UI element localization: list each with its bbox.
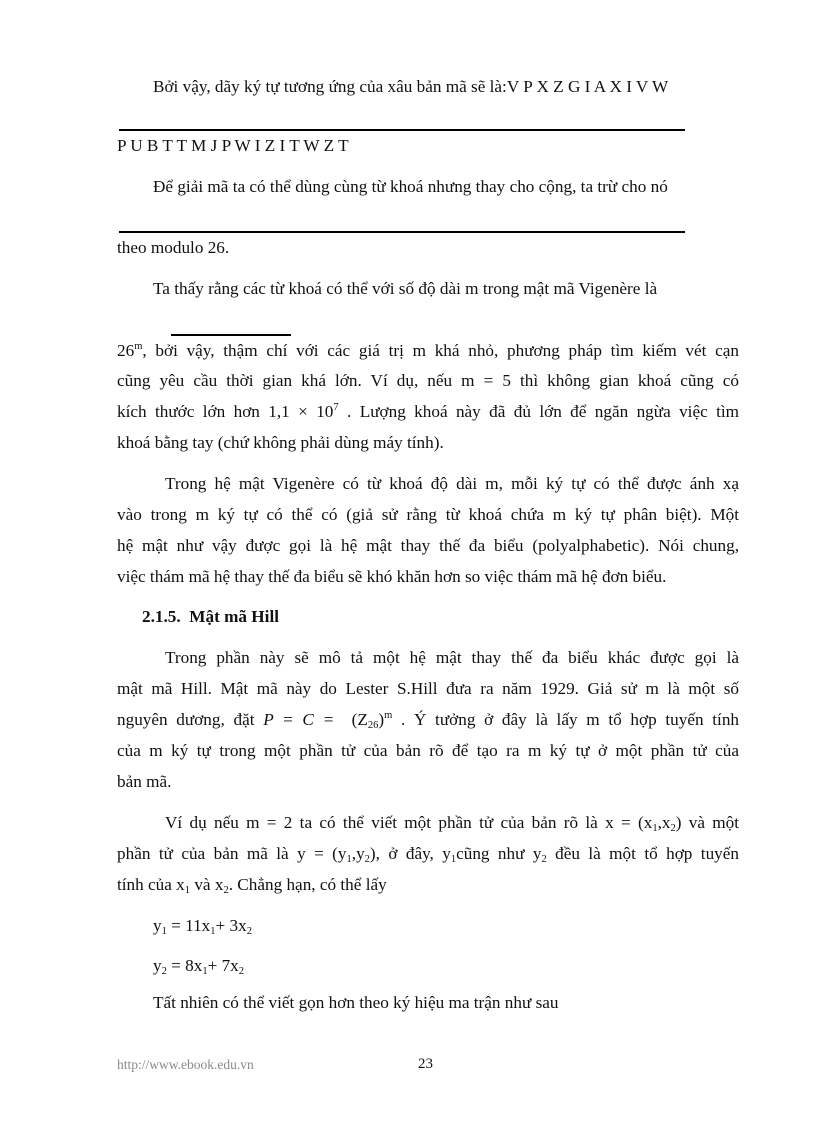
- decryption-line-1: Để giải mã ta có thể dùng cùng từ khoá nhưng thay cho cộng, ta trừ cho nó: [153, 177, 668, 196]
- eq-term: + 7x: [207, 956, 239, 975]
- keyspace-line-5: khoá bằng tay (chứ không phải dùng máy tính).: [117, 433, 444, 452]
- equation-2: [153, 956, 244, 976]
- example-line-2-post: đều là một tổ hợp tuyến: [546, 844, 739, 863]
- subscript: 2: [246, 926, 252, 937]
- example-line-1-mid: ,x: [657, 813, 671, 832]
- subscript: 1: [210, 926, 216, 937]
- eq-term: = 8x: [166, 956, 203, 975]
- horizontal-rule: [119, 129, 685, 131]
- subscript: 26: [367, 720, 379, 731]
- example-line-2-pre: phần tử của bản mã là y = (y: [117, 844, 347, 863]
- math-z: (Z: [351, 710, 368, 729]
- exponent: m: [384, 710, 393, 721]
- keyspace-line-4: [117, 402, 739, 422]
- example-line-3-mid: và x: [190, 875, 224, 894]
- keyspace-line-2-text: , bởi vậy, thậm chí với các giá trị m khá nhỏ, phương pháp tìm kiếm vét cạn: [142, 341, 739, 360]
- hill-line-3-pre: nguyên dương, đặt: [117, 710, 264, 729]
- ciphertext-part-b: P U B T T M J P W I Z I T W Z T: [117, 136, 349, 155]
- subscript: 2: [161, 966, 167, 977]
- subscript: 1: [450, 854, 457, 865]
- math-equation: P = C =: [263, 710, 343, 729]
- cipher-intro-text: Bởi vậy, dãy ký tự tương ứng của xâu bản mã sẽ là:: [153, 77, 507, 96]
- hill-line-1: Trong phần này sẽ mô tả một hệ mật thay thế đa biểu khác được gọi là: [165, 648, 739, 667]
- section-heading: [142, 607, 279, 627]
- section-title: Mật mã Hill: [189, 607, 280, 626]
- example-line-2: [117, 844, 739, 864]
- subscript: 1: [202, 966, 208, 977]
- keyspace-line-4-pre: kích thước lớn hơn 1,1 × 10: [117, 402, 334, 421]
- closing-line: Tất nhiên có thể viết gọn hơn theo ký hiệu ma trận như sau: [153, 993, 559, 1012]
- subscript: 2: [541, 854, 547, 865]
- math-close: ): [378, 710, 385, 729]
- example-line-1-post: ) và một: [675, 813, 740, 832]
- example-line-2-mid2: ), ở đây, y: [369, 844, 451, 863]
- exponent: m: [134, 341, 143, 352]
- subscript: 1: [346, 854, 352, 865]
- eq-term: = 11x: [166, 916, 211, 935]
- keyspace-line-3: cũng yêu cầu thời gian khá lớn. Ví dụ, nếu m = 5 thì không gian khoá cũng có: [117, 371, 739, 390]
- hill-line-4: của m ký tự trong một phần tử của bản rõ để tạo ra m ký tự ở một phần tử của: [117, 741, 739, 760]
- keyspace-line-4-post: . Lượng khoá này đã đủ lớn để ngăn ngừa việc tìm: [338, 402, 740, 421]
- subscript: 2: [670, 823, 676, 834]
- vigenere-line-1: Trong hệ mật Vigenère có từ khoá độ dài m, mỗi ký tự có thể được ánh xạ: [165, 474, 739, 493]
- subscript: 1: [652, 823, 658, 834]
- ciphertext-part-a: V P X Z G I A X I V W: [506, 77, 669, 96]
- example-line-3-post: . Chẳng hạn, có thể lấy: [228, 875, 387, 894]
- vigenere-line-4: việc thám mã hệ thay thế đa biểu sẽ khó khăn hơn so việc thám mã hệ đơn biểu.: [117, 567, 667, 586]
- subscript: 1: [161, 926, 167, 937]
- eq-var: y: [153, 956, 162, 975]
- hill-line-2: mật mã Hill. Mật mã này do Lester S.Hill đưa ra năm 1929. Giả sử m là một số: [117, 679, 739, 698]
- subscript: 2: [364, 854, 370, 865]
- example-line-2-mid3: cũng như y: [456, 844, 542, 863]
- subscript: 2: [223, 885, 229, 896]
- eq-term: + 3x: [215, 916, 247, 935]
- vigenere-line-3: hệ mật như vậy được gọi là hệ mật thay thế đa biểu (polyalphabetic). Nói chung,: [117, 536, 739, 555]
- eq-var: y: [153, 916, 162, 935]
- decryption-line-2: theo modulo 26.: [117, 238, 230, 257]
- keyspace-line-2: [117, 341, 739, 361]
- subscript: 1: [184, 885, 191, 896]
- cipher-intro-line: [153, 77, 668, 97]
- hill-line-3: [117, 710, 739, 730]
- hill-line-3-post: . Ý tưởng ở đây là lấy m tổ hợp tuyến tính: [392, 710, 740, 729]
- example-line-3-pre: tính của x: [117, 875, 185, 894]
- horizontal-rule: [119, 231, 685, 233]
- section-number: 2.1.5.: [142, 607, 181, 626]
- equation-1: [153, 916, 252, 936]
- horizontal-rule: [171, 334, 291, 336]
- vigenere-line-2: vào trong m ký tự có thể có (giả sử rằng từ khoá chứa m ký tự phân biệt). Một: [117, 505, 739, 524]
- example-line-3: [117, 875, 387, 895]
- example-line-2-mid: ,y: [351, 844, 365, 863]
- base-number: 26: [117, 341, 135, 360]
- subscript: 2: [238, 966, 245, 977]
- example-line-1-pre: Ví dụ nếu m = 2 ta có thể viết một phần tử của bản rõ là x = (x: [165, 813, 653, 832]
- example-line-1: [165, 813, 739, 833]
- footer-url[interactable]: http://www.ebook.edu.vn: [117, 1057, 254, 1072]
- hill-line-5: bản mã.: [117, 772, 172, 791]
- keyspace-line-1: Ta thấy rằng các từ khoá có thể với số độ dài m trong mật mã Vigenère là: [153, 279, 658, 298]
- exponent: 7: [333, 402, 339, 413]
- page-number: 23: [418, 1056, 433, 1072]
